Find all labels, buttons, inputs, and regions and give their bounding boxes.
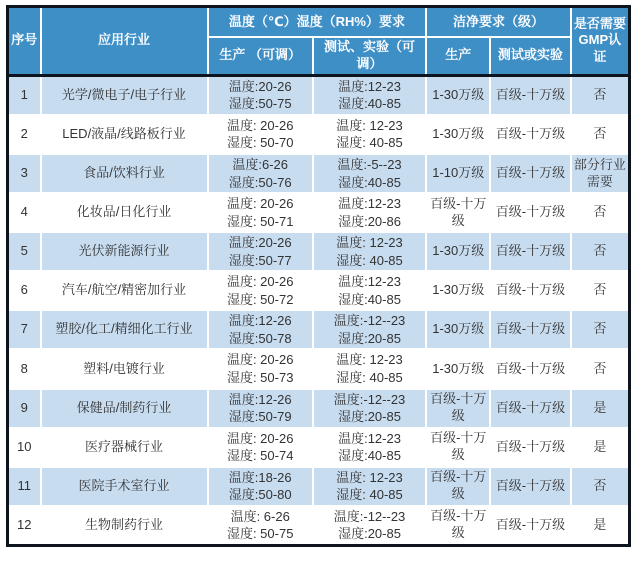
table-row [8, 115, 630, 154]
table-row [8, 310, 630, 349]
table-row [8, 506, 630, 546]
test-temp-humidity-cell [313, 310, 426, 349]
test-temperature: 温度: 12-23 [336, 117, 403, 133]
test-temp-humidity-cell [313, 428, 426, 467]
test-temp-humidity-cell [313, 115, 426, 154]
production-humidity: 湿度:50-80 [228, 487, 292, 503]
production-temperature: 温度:20-26 [228, 235, 292, 251]
clean-production-cell: 1-10万级 [426, 154, 490, 193]
clean-production-cell: 百级-十万级 [426, 193, 490, 232]
test-humidity: 湿度:40-85 [338, 96, 401, 112]
gmp-cell: 否 [571, 271, 630, 310]
serial-cell: 2 [8, 115, 41, 154]
serial-cell: 11 [8, 467, 41, 506]
clean-production-cell: 百级-十万级 [426, 506, 490, 546]
clean-test-cell: 百级-十万级 [490, 115, 570, 154]
test-temperature: 温度:12-23 [338, 78, 401, 94]
clean-production-cell: 1-30万级 [426, 232, 490, 271]
production-temp-humidity-cell [208, 310, 313, 349]
gmp-cell: 否 [571, 232, 630, 271]
production-humidity: 湿度:50-79 [228, 409, 292, 425]
production-humidity: 湿度:50-77 [228, 252, 292, 268]
header-application-industry: 应用行业 [41, 7, 208, 76]
test-temp-humidity-cell [313, 349, 426, 388]
table-row [8, 389, 630, 428]
gmp-cell: 否 [571, 75, 630, 115]
header-cleanliness-group: 洁净要求（级） [426, 7, 570, 38]
production-humidity: 湿度:50-76 [228, 174, 292, 190]
production-temp-humidity-cell [208, 389, 313, 428]
industry-cell: 医院手术室行业 [41, 467, 208, 506]
test-temperature: 温度: 12-23 [336, 469, 403, 485]
test-temperature: 温度:-12--23 [333, 508, 406, 524]
production-temp-humidity-cell [208, 467, 313, 506]
clean-test-cell: 百级-十万级 [490, 389, 570, 428]
serial-cell: 4 [8, 193, 41, 232]
production-humidity: 湿度: 50-75 [226, 526, 294, 542]
clean-production-cell: 百级-十万级 [426, 428, 490, 467]
test-temp-humidity-cell [313, 193, 426, 232]
gmp-cell: 是 [571, 428, 630, 467]
production-humidity: 湿度: 50-73 [226, 369, 294, 385]
test-temperature: 温度: 12-23 [336, 235, 403, 251]
test-humidity: 湿度:40-85 [338, 291, 401, 307]
serial-cell: 1 [8, 75, 41, 115]
clean-production-cell: 1-30万级 [426, 75, 490, 115]
clean-test-cell: 百级-十万级 [490, 75, 570, 115]
industry-cell: 塑料/电镀行业 [41, 349, 208, 388]
industry-cell: 光学/微电子/电子行业 [41, 75, 208, 115]
gmp-cell: 是 [571, 389, 630, 428]
clean-test-cell: 百级-十万级 [490, 193, 570, 232]
table-row [8, 271, 630, 310]
production-temperature: 温度: 20-26 [226, 430, 294, 446]
gmp-cell: 否 [571, 310, 630, 349]
test-temp-humidity-cell [313, 75, 426, 115]
clean-test-cell: 百级-十万级 [490, 271, 570, 310]
table-row [8, 467, 630, 506]
table-row [8, 349, 630, 388]
production-temp-humidity-cell [208, 154, 313, 193]
production-temp-humidity-cell [208, 428, 313, 467]
test-humidity: 湿度:20-85 [338, 409, 401, 425]
table-body [8, 75, 630, 545]
header-production-adjustable: 生产 （可调） [208, 37, 313, 75]
serial-cell: 3 [8, 154, 41, 193]
clean-test-cell: 百级-十万级 [490, 349, 570, 388]
gmp-cell: 否 [571, 467, 630, 506]
header-clean-production: 生产 [426, 37, 490, 75]
gmp-cell: 是 [571, 506, 630, 546]
header-temp-humidity-group: 温度（℃）湿度（RH%）要求 [208, 7, 427, 38]
clean-production-cell: 1-30万级 [426, 271, 490, 310]
production-temperature: 温度: 20-26 [226, 352, 294, 368]
industry-cell: 食品/饮料行业 [41, 154, 208, 193]
production-temp-humidity-cell [208, 349, 313, 388]
serial-cell: 6 [8, 271, 41, 310]
clean-production-cell: 1-30万级 [426, 310, 490, 349]
industry-cell: LED/液晶/线路板行业 [41, 115, 208, 154]
test-temperature: 温度:12-23 [338, 196, 401, 212]
production-temperature: 温度: 20-26 [226, 196, 294, 212]
production-temp-humidity-cell [208, 271, 313, 310]
industry-cell: 化妆品/日化行业 [41, 193, 208, 232]
production-humidity: 湿度: 50-72 [226, 291, 294, 307]
production-temperature: 温度: 20-26 [226, 274, 294, 290]
clean-production-cell: 1-30万级 [426, 115, 490, 154]
clean-production-cell: 百级-十万级 [426, 389, 490, 428]
industry-cell: 生物制药行业 [41, 506, 208, 546]
production-humidity: 湿度: 50-71 [226, 213, 294, 229]
table-header [8, 7, 630, 76]
production-temp-humidity-cell [208, 193, 313, 232]
header-gmp-certification: 是否需要GMP认证 [571, 7, 630, 76]
production-humidity: 湿度: 50-70 [226, 135, 294, 151]
header-test-experiment-adjustable: 测试、实验（可调） [313, 37, 426, 75]
test-temp-humidity-cell [313, 154, 426, 193]
table-row [8, 193, 630, 232]
table-row [8, 154, 630, 193]
gmp-cell: 否 [571, 349, 630, 388]
clean-production-cell: 1-30万级 [426, 349, 490, 388]
production-temperature: 温度:18-26 [228, 469, 292, 485]
gmp-cell: 否 [571, 115, 630, 154]
serial-cell: 8 [8, 349, 41, 388]
industry-requirements-table [6, 5, 631, 547]
industry-cell: 保健品/制药行业 [41, 389, 208, 428]
gmp-cell: 否 [571, 193, 630, 232]
test-temperature: 温度:-12--23 [333, 391, 406, 407]
gmp-cell: 部分行业需要 [571, 154, 630, 193]
clean-test-cell: 百级-十万级 [490, 310, 570, 349]
table-row [8, 232, 630, 271]
test-humidity: 湿度: 40-85 [336, 252, 403, 268]
serial-cell: 10 [8, 428, 41, 467]
serial-cell: 9 [8, 389, 41, 428]
industry-cell: 医疗器械行业 [41, 428, 208, 467]
clean-test-cell: 百级-十万级 [490, 154, 570, 193]
production-temp-humidity-cell [208, 506, 313, 546]
clean-test-cell: 百级-十万级 [490, 232, 570, 271]
production-humidity: 湿度:50-78 [228, 330, 292, 346]
production-temperature: 温度: 20-26 [226, 117, 294, 133]
test-humidity: 湿度: 40-85 [336, 135, 403, 151]
test-humidity: 湿度:40-85 [338, 174, 401, 190]
test-temperature: 温度:12-23 [338, 430, 401, 446]
clean-test-cell: 百级-十万级 [490, 467, 570, 506]
clean-test-cell: 百级-十万级 [490, 506, 570, 546]
production-temperature: 温度:20-26 [228, 78, 292, 94]
header-clean-test-or-experiment: 测试或实验 [490, 37, 570, 75]
test-temperature: 温度:-5--23 [337, 156, 402, 172]
industry-cell: 汽车/航空/精密加行业 [41, 271, 208, 310]
production-temperature: 温度:6-26 [232, 156, 289, 172]
serial-cell: 7 [8, 310, 41, 349]
production-temperature: 温度: 6-26 [230, 508, 290, 524]
production-humidity: 湿度: 50-74 [226, 448, 294, 464]
table-row [8, 75, 630, 115]
test-humidity: 湿度:20-85 [338, 526, 401, 542]
test-temp-humidity-cell [313, 232, 426, 271]
production-temp-humidity-cell [208, 232, 313, 271]
serial-cell: 5 [8, 232, 41, 271]
industry-cell: 塑胶/化工/精细化工行业 [41, 310, 208, 349]
header-serial-number: 序号 [8, 7, 41, 76]
test-temp-humidity-cell [313, 506, 426, 546]
test-temp-humidity-cell [313, 467, 426, 506]
table-row [8, 428, 630, 467]
test-temperature: 温度: 12-23 [336, 352, 403, 368]
clean-production-cell: 百级-十万级 [426, 467, 490, 506]
test-humidity: 湿度:20-85 [338, 330, 401, 346]
production-temperature: 温度:12-26 [228, 313, 292, 329]
test-temperature: 温度:-12--23 [333, 313, 406, 329]
test-temperature: 温度:12-23 [338, 274, 401, 290]
serial-cell: 12 [8, 506, 41, 546]
test-humidity: 湿度:40-85 [338, 448, 401, 464]
production-temp-humidity-cell [208, 115, 313, 154]
test-humidity: 湿度:20-86 [338, 213, 401, 229]
production-temp-humidity-cell [208, 75, 313, 115]
production-temperature: 温度:12-26 [228, 391, 292, 407]
industry-cell: 光伏新能源行业 [41, 232, 208, 271]
test-humidity: 湿度: 40-85 [336, 369, 403, 385]
clean-test-cell: 百级-十万级 [490, 428, 570, 467]
test-temp-humidity-cell [313, 389, 426, 428]
production-humidity: 湿度:50-75 [228, 96, 292, 112]
test-humidity: 湿度: 40-85 [336, 487, 403, 503]
test-temp-humidity-cell [313, 271, 426, 310]
